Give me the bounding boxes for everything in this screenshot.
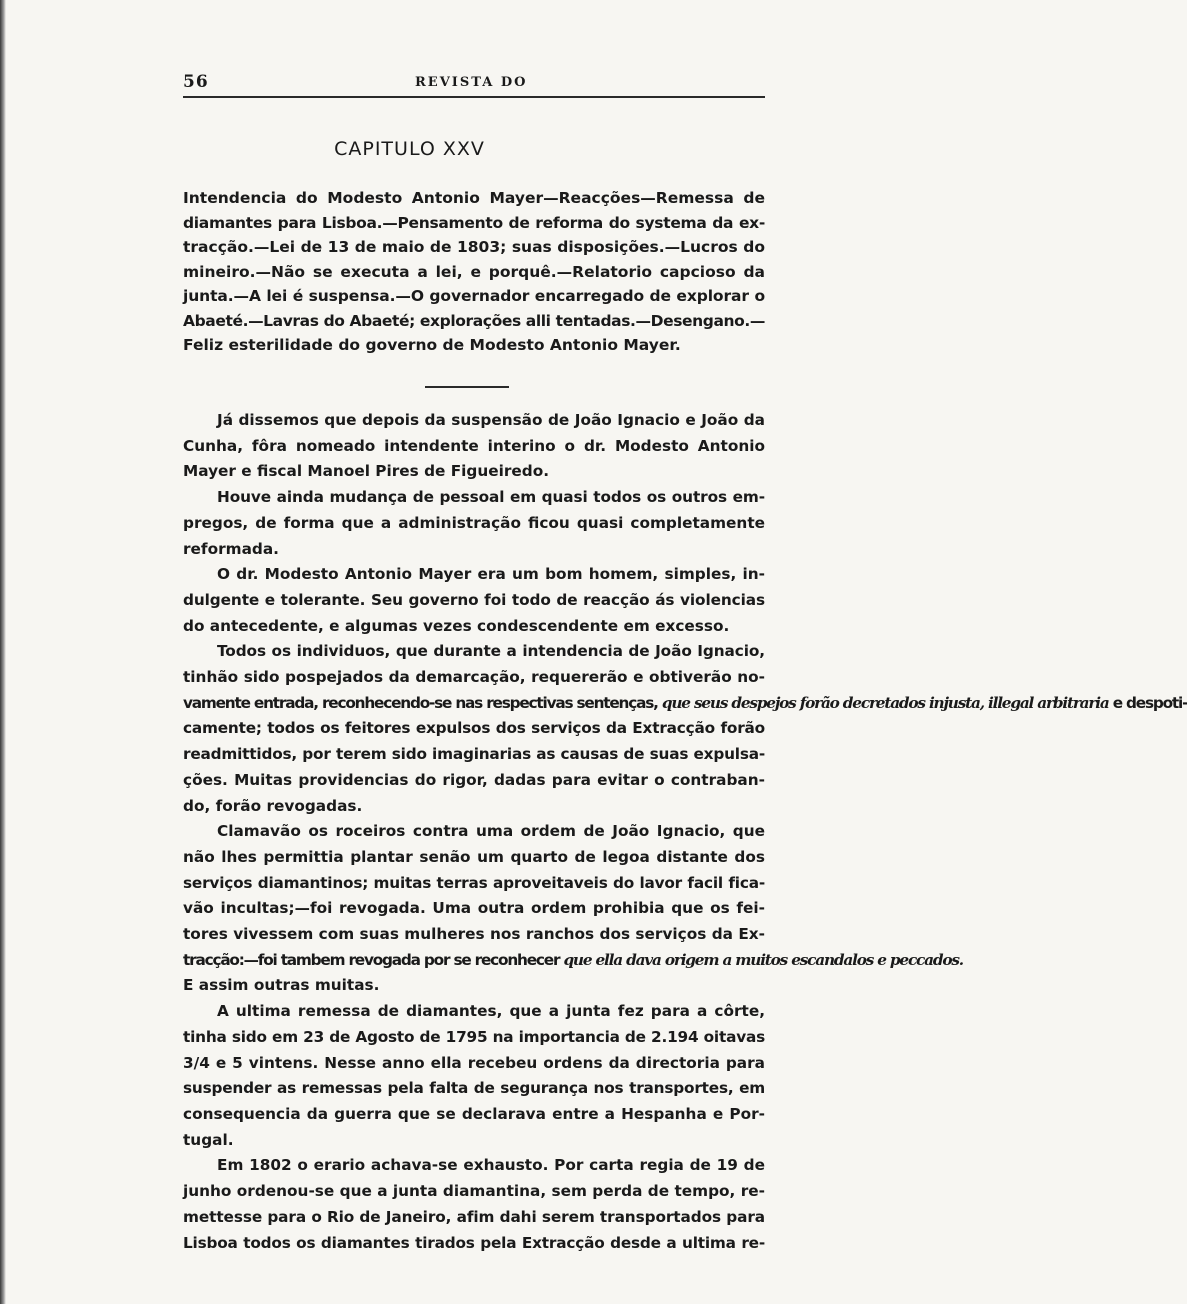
text-line: do antecedente, e algumas vezes condescendente em excesso. <box>183 616 730 635</box>
text-line: tugal. <box>183 1130 234 1149</box>
text-line: O dr. Modesto Antonio Mayer era um bom homem, simples, in- <box>217 565 765 584</box>
text-fragment: e despoti- <box>1112 693 1187 712</box>
text-line: pregos, de forma que a administração ficou quasi completamente <box>183 513 765 532</box>
summary-line: Feliz esterilidade do governo de Modesto Antonio Mayer. <box>183 336 681 354</box>
text-line: tores vivessem com suas mulheres nos ranchos dos serviços da Ex- <box>183 925 765 944</box>
text-line: não lhes permittia plantar senão um quarto de legoa distante dos <box>183 847 765 866</box>
text-line: Cunha, fôra nomeado intendente interino o dr. Modesto Antonio <box>183 436 765 455</box>
italic-fragment: que ella dava origem a muitos escandalos e peccados. <box>563 950 963 969</box>
text-line: 3/4 e 5 vintens. Nesse anno ella recebeu ordens da directoria para <box>183 1053 765 1072</box>
text-line: Todos os individuos, que durante a intendencia de João Ignacio, <box>217 642 765 661</box>
text-line: A ultima remessa de diamantes, que a junta fez para a côrte, <box>217 1002 765 1021</box>
text-line: junho ordenou-se que a junta diamantina, sem perda de tempo, re- <box>183 1182 765 1201</box>
text-line: Houve ainda mudança de pessoal em quasi todos os outros em- <box>217 488 765 507</box>
text-line: Lisboa todos os diamantes tirados pela Extracção desde a ultima re- <box>183 1233 765 1252</box>
paragraph <box>183 408 765 485</box>
italic-fragment: que seus despejos forão decretados injusta, illegal arbitraria <box>661 693 1109 712</box>
text-fragment: vamente entrada, reconhecendo-se nas respectivas sentenças, <box>183 693 658 712</box>
text-line: E assim outras muitas. <box>183 976 380 995</box>
text-line: readmittidos, por terem sido imaginarias as causas de suas expulsa- <box>183 745 765 764</box>
text-line: serviços diamantinos; muitas terras aproveitaveis do lavor facil fica- <box>183 873 765 892</box>
page-header <box>183 72 763 94</box>
page-number: 56 <box>183 72 209 92</box>
text-line: suspender as remessas pela falta de segurança nos transportes, em <box>183 1079 765 1098</box>
summary-line: Intendencia do Modesto Antonio Mayer—Reacções—Remessa de <box>183 189 765 207</box>
chapter-title: CAPITULO XXV <box>334 138 485 160</box>
text-line <box>183 691 1187 717</box>
page-binding-edge <box>0 0 6 1304</box>
paragraph <box>183 485 765 562</box>
summary-line: tracção.—Lei de 13 de maio de 1803; suas disposições.—Lucros do <box>183 238 765 256</box>
text-line: do, forão revogadas. <box>183 796 363 815</box>
text-line: Em 1802 o erario achava-se exhausto. Por carta regia de 19 de <box>217 1156 765 1175</box>
summary-line: Abaeté.—Lavras do Abaeté; explorações alli tentadas.—Desengano.— <box>183 311 765 330</box>
chapter-summary <box>183 186 765 358</box>
text-line: Já dissemos que depois da suspensão de João Ignacio e João da <box>217 411 765 429</box>
body-text <box>183 408 1187 1256</box>
summary-line: diamantes para Lisboa.—Pensamento de reforma do systema da ex- <box>183 213 765 232</box>
text-line: camente; todos os feitores expulsos dos serviços da Extracção forão <box>183 719 765 738</box>
text-line: vão incultas;—foi revogada. Uma outra ordem prohibia que os fei- <box>183 899 765 918</box>
header-rule <box>183 96 765 98</box>
text-line: Mayer e fiscal Manoel Pires de Figueiredo. <box>183 462 550 481</box>
text-line: dulgente e tolerante. Seu governo foi todo de reacção ás violencias <box>183 590 765 609</box>
text-line <box>183 948 963 974</box>
running-head: REVISTA DO <box>415 75 528 90</box>
paragraph <box>183 1153 765 1256</box>
text-line: Clamavão os roceiros contra uma ordem de João Ignacio, que <box>217 822 765 841</box>
text-line: ções. Muitas providencias do rigor, dadas para evitar o contraban- <box>183 770 765 789</box>
text-line: tinha sido em 23 de Agosto de 1795 na importancia de 2.194 oitavas <box>183 1027 765 1046</box>
text-line: consequencia da guerra que se declarava entre a Hespanha e Por- <box>183 1104 765 1123</box>
text-line: tinhão sido pospejados da demarcação, requererão e obtiverão no- <box>183 668 765 687</box>
text-line: reformada. <box>183 539 279 558</box>
paragraph <box>183 639 1187 819</box>
paragraph <box>183 562 765 639</box>
summary-line: mineiro.—Não se executa a lei, e porquê.—Relatorio capcioso da <box>183 262 765 281</box>
text-fragment: tracção:—foi tambem revogada por se reconhecer <box>183 950 560 969</box>
text-line: mettesse para o Rio de Janeiro, afim dahi serem transportados para <box>183 1207 765 1226</box>
section-separator <box>425 386 509 388</box>
paragraph <box>183 999 765 1153</box>
summary-line: junta.—A lei é suspensa.—O governador encarregado de explorar o <box>183 287 765 305</box>
paragraph <box>183 819 963 999</box>
